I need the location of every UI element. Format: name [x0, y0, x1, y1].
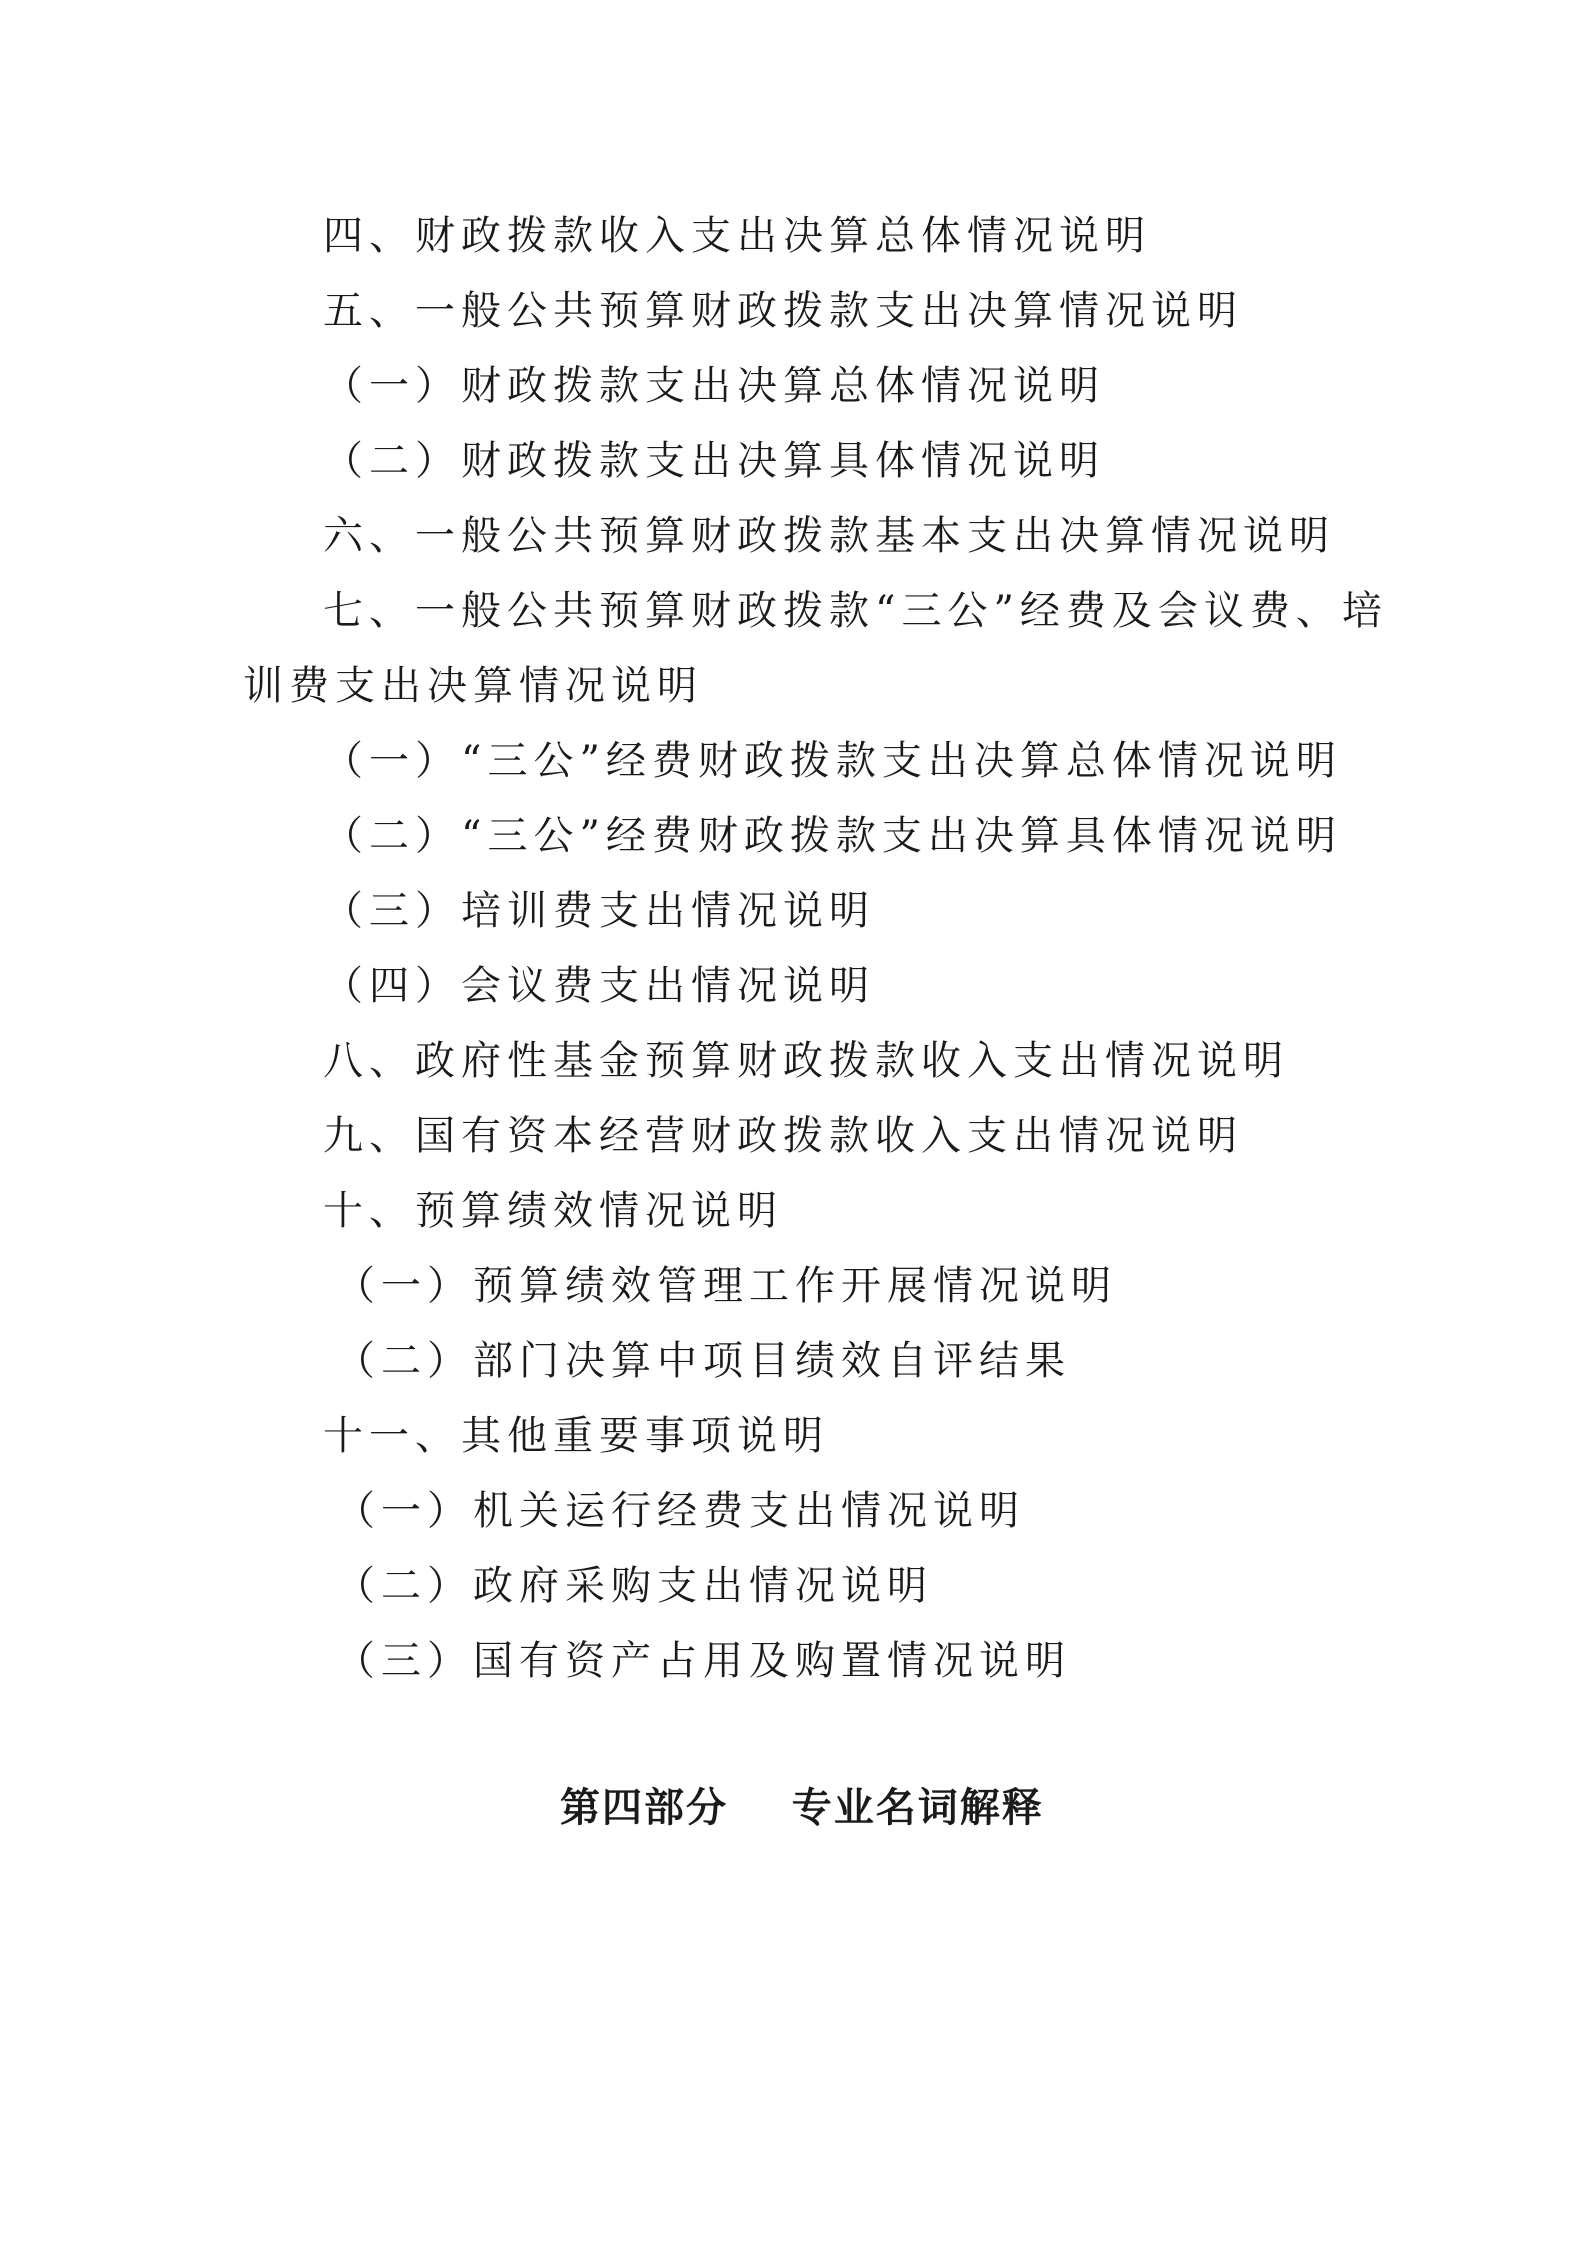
toc-item-11-2: （二）政府采购支出情况说明	[335, 1563, 933, 1609]
toc-item-5-2: （二）财政拨款支出决算具体情况说明	[323, 438, 1105, 484]
toc-item-7-continued: 训费支出决算情况说明	[243, 663, 703, 709]
toc-item-10-1: （一）预算绩效管理工作开展情况说明	[335, 1263, 1117, 1309]
toc-item-9: 九、国有资本经营财政拨款收入支出情况说明	[323, 1113, 1243, 1159]
toc-item-7-1: （一）“三公”经费财政拨款支出决算总体情况说明	[323, 738, 1342, 784]
toc-item-4: 四、财政拨款收入支出决算总体情况说明	[323, 213, 1151, 259]
toc-item-10: 十、预算绩效情况说明	[323, 1188, 783, 1234]
toc-item-7-4: （四）会议费支出情况说明	[323, 963, 875, 1009]
toc-item-5: 五、一般公共预算财政拨款支出决算情况说明	[323, 288, 1243, 334]
toc-item-8: 八、政府性基金预算财政拨款收入支出情况说明	[323, 1038, 1289, 1084]
toc-item-10-2: （二）部门决算中项目绩效自评结果	[335, 1338, 1071, 1384]
toc-item-7: 七、一般公共预算财政拨款“三公”经费及会议费、培	[323, 588, 1388, 634]
toc-item-5-1: （一）财政拨款支出决算总体情况说明	[323, 363, 1105, 409]
toc-item-6: 六、一般公共预算财政拨款基本支出决算情况说明	[323, 513, 1335, 559]
toc-item-11: 十一、其他重要事项说明	[323, 1413, 829, 1459]
toc-item-7-2: （二）“三公”经费财政拨款支出决算具体情况说明	[323, 813, 1342, 859]
section-heading: 第四部分 专业名词解释	[560, 1784, 1044, 1831]
toc-item-7-3: （三）培训费支出情况说明	[323, 888, 875, 934]
toc-item-11-1: （一）机关运行经费支出情况说明	[335, 1488, 1025, 1534]
toc-item-11-3: （三）国有资产占用及购置情况说明	[335, 1638, 1071, 1684]
